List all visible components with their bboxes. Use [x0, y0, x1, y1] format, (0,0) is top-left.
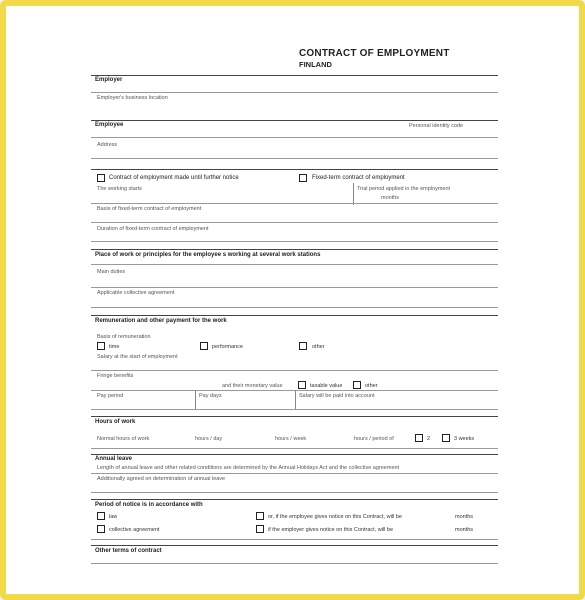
pay-days-label[interactable]: Pay days [199, 393, 222, 399]
law-label: law [109, 514, 118, 520]
salary-account-label[interactable]: Salary will be paid into account [299, 393, 375, 399]
divider [91, 315, 498, 316]
divider [91, 203, 498, 204]
divider [91, 241, 498, 242]
place-header: Place of work or principles for the employee s working at several work stations [95, 252, 321, 258]
pay-period-label[interactable]: Pay period [97, 393, 124, 399]
divider [91, 473, 498, 474]
contract-form [91, 36, 501, 596]
divider [91, 409, 498, 410]
divider [91, 563, 498, 564]
hours-period-label[interactable]: hours / period of [354, 436, 394, 442]
time-label: time [109, 344, 120, 350]
divider [91, 264, 498, 265]
trial-period-label[interactable]: Trial period applied in the employment [357, 186, 451, 192]
other-pay-checkbox[interactable] [299, 342, 307, 350]
remuneration-header: Remuneration and other payment for the work [95, 318, 227, 324]
employer-notice-label: if the employer gives notice on this Contract, will be [268, 527, 394, 533]
employee-months-label: months [455, 514, 474, 520]
page-subtitle: FINLAND [299, 60, 332, 69]
employee-header: Employee [95, 122, 124, 128]
main-duties-label[interactable]: Main duties [97, 269, 126, 275]
divider [91, 454, 498, 455]
basis-fixed-label[interactable]: Basis of fixed-term contract of employment [97, 206, 202, 212]
hours-per-day-label[interactable]: hours / day [195, 436, 223, 442]
divider [91, 448, 498, 449]
working-starts-label[interactable]: The working starts [97, 186, 142, 192]
personal-id-label[interactable]: Personal identity code [409, 123, 464, 129]
three-weeks-label: 3 weeks [454, 436, 475, 442]
performance-checkbox[interactable] [200, 342, 208, 350]
divider [195, 390, 196, 410]
divider [91, 545, 498, 546]
fixed-term-checkbox[interactable] [299, 174, 307, 182]
hours-header: Hours of work [95, 419, 136, 425]
leave-text-1: Length of annual leave and other related conditions are determined by the Annual Holidays Act and the collective agreement [97, 465, 400, 471]
time-checkbox[interactable] [97, 342, 105, 350]
divider [91, 416, 498, 417]
fringe-benefits-label[interactable]: Fringe benefits [97, 373, 134, 379]
employer-months-label: months [455, 527, 474, 533]
divider [91, 249, 498, 250]
other-pay-label: other [312, 344, 325, 350]
address-label[interactable]: Address [97, 142, 118, 148]
divider [91, 492, 498, 493]
employer-header: Employer [95, 77, 123, 83]
divider [91, 92, 498, 93]
divider [91, 370, 498, 371]
employer-notice-checkbox[interactable] [256, 525, 264, 533]
divider [353, 183, 354, 205]
divider [91, 169, 498, 170]
salary-start-label[interactable]: Salary at the start of employment [97, 354, 178, 360]
monetary-value-label: and their monetary value [222, 383, 283, 389]
collective-notice-checkbox[interactable] [97, 525, 105, 533]
business-location-label[interactable]: Employer's business location [97, 95, 168, 101]
normal-hours-label: Normal hours of work [97, 436, 150, 442]
basis-remuneration-label: Basis of remuneration [97, 334, 151, 340]
divider [91, 539, 498, 540]
employee-notice-label: or, if the employee gives notice on this Contract, will be [268, 514, 402, 520]
duration-fixed-label[interactable]: Duration of fixed-term contract of employment [97, 226, 209, 232]
other-value-checkbox[interactable] [353, 381, 361, 389]
law-checkbox[interactable] [97, 512, 105, 520]
taxable-value-checkbox[interactable] [298, 381, 306, 389]
trial-months-label: months [381, 195, 400, 201]
leave-text-2[interactable]: Additionally agreed on determination of annual leave [97, 476, 226, 482]
collective-agreement-label[interactable]: Applicable collective agreement [97, 290, 175, 296]
divider [91, 75, 498, 76]
divider [91, 307, 498, 308]
two-weeks-label: 2 [427, 436, 431, 442]
until-notice-checkbox[interactable] [97, 174, 105, 182]
two-weeks-checkbox[interactable] [415, 434, 423, 442]
divider [91, 120, 498, 121]
until-notice-label: Contract of employment made until further notice [109, 175, 239, 181]
divider [295, 390, 296, 410]
divider [91, 137, 498, 138]
fixed-term-label: Fixed-term contract of employment [312, 175, 405, 181]
collective-notice-label: collective agreement [109, 527, 160, 533]
page-title: CONTRACT OF EMPLOYMENT [299, 48, 450, 59]
employee-notice-checkbox[interactable] [256, 512, 264, 520]
other-terms-header: Other terms of contract [95, 548, 162, 554]
performance-label: performance [212, 344, 243, 350]
notice-header: Period of notice is in accordance with [95, 502, 203, 508]
other-value-label: other [365, 383, 378, 389]
hours-per-week-label[interactable]: hours / week [275, 436, 307, 442]
three-weeks-checkbox[interactable] [442, 434, 450, 442]
divider [91, 158, 498, 159]
annual-leave-header: Annual leave [95, 456, 133, 462]
divider [91, 499, 498, 500]
taxable-value-label: taxable value [310, 383, 343, 389]
divider [91, 287, 498, 288]
divider [91, 222, 498, 223]
